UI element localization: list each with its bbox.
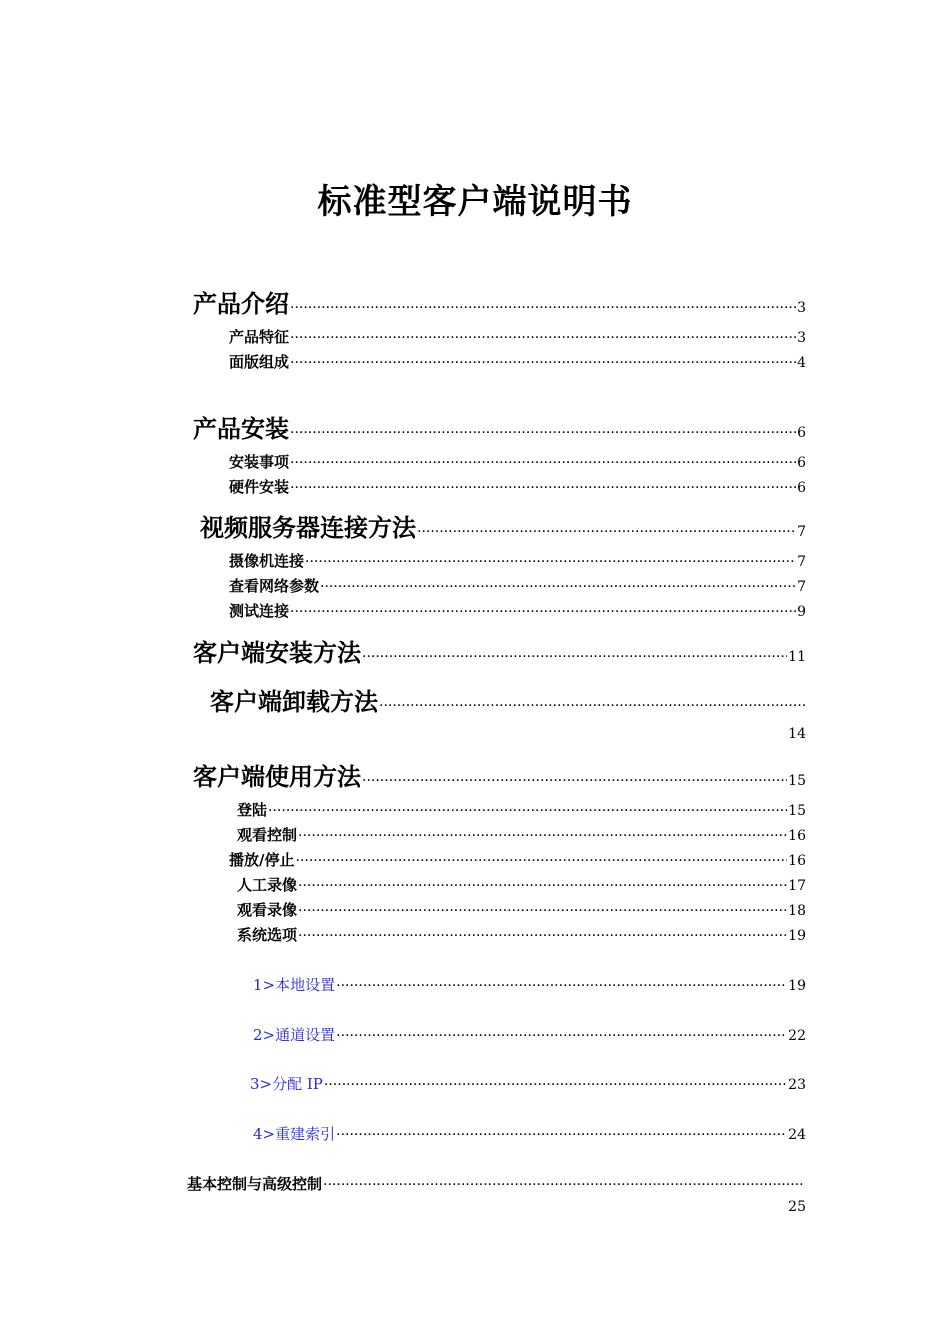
- toc-entry[interactable]: [237, 824, 806, 845]
- toc-entry-page: 4: [797, 355, 806, 371]
- toc-entry[interactable]: [200, 508, 806, 543]
- toc-entry-page: 3: [797, 300, 806, 316]
- toc-entry-page: 16: [788, 853, 806, 869]
- toc-entry[interactable]: [253, 1024, 806, 1045]
- toc-entry-page: 15: [788, 773, 806, 789]
- toc-entry-page: 15: [788, 803, 806, 819]
- dot-leader: [320, 579, 796, 595]
- toc-entry-label: 基本控制与高级控制: [187, 1175, 323, 1193]
- toc-entry-page: 22: [788, 1028, 806, 1044]
- dot-leader: [336, 1028, 787, 1044]
- toc-entry-label: 客户端使用方法: [193, 762, 361, 791]
- toc-entry[interactable]: [229, 849, 806, 870]
- dot-leader: [417, 524, 796, 540]
- toc-entry[interactable]: [193, 633, 806, 668]
- toc-entry-label: 系统选项: [237, 926, 298, 944]
- toc-entry[interactable]: [229, 575, 806, 596]
- dot-leader: [290, 480, 796, 496]
- dot-leader: [290, 300, 796, 316]
- toc-entry-label: 安装事项: [229, 453, 290, 471]
- toc-entry[interactable]: [237, 899, 806, 920]
- toc-entry-label: 产品特征: [229, 328, 290, 346]
- dot-leader: [305, 554, 796, 570]
- toc-entry[interactable]: [229, 600, 806, 621]
- toc-entry[interactable]: [253, 1123, 806, 1144]
- toc-entry[interactable]: [237, 874, 806, 895]
- toc-entry[interactable]: [229, 451, 806, 472]
- toc-entry-page: 6: [797, 480, 806, 496]
- document-title: 标准型客户端说明书: [317, 182, 633, 222]
- toc-entry-page: 7: [797, 554, 806, 570]
- toc-entry[interactable]: [237, 799, 806, 820]
- dot-leader: [379, 698, 805, 714]
- toc-entry[interactable]: [193, 409, 806, 444]
- dot-leader: [336, 1127, 787, 1143]
- toc-entry-label: 视频服务器连接方法: [200, 513, 416, 542]
- toc-entry-label: 4>重建索引: [253, 1125, 336, 1143]
- toc-entry-label: 产品安装: [193, 414, 289, 443]
- dot-leader: [362, 649, 787, 665]
- toc-entry[interactable]: [193, 757, 806, 792]
- toc-entry-page: 16: [788, 828, 806, 844]
- toc-entry-label: 查看网络参数: [229, 577, 320, 595]
- toc-entry[interactable]: [229, 351, 806, 372]
- toc-entry[interactable]: [229, 476, 806, 497]
- dot-leader: [290, 425, 796, 441]
- toc-entry-label: 客户端卸载方法: [210, 687, 378, 716]
- dot-leader: [323, 1177, 805, 1193]
- toc-entry[interactable]: [229, 326, 806, 347]
- toc-entry[interactable]: [187, 1173, 806, 1194]
- toc-entry-label: 产品介绍: [193, 289, 289, 318]
- dot-leader: [298, 903, 787, 919]
- dot-leader: [298, 928, 787, 944]
- toc-entry-label: 测试连接: [229, 602, 290, 620]
- toc-entry-page: 14: [788, 726, 806, 742]
- toc-entry-label: 客户端安装方法: [193, 638, 361, 667]
- toc-entry[interactable]: [229, 550, 806, 571]
- toc-entry-page: 9: [797, 604, 806, 620]
- dot-leader: [268, 803, 787, 819]
- toc-entry-label: 1>本地设置: [253, 976, 336, 994]
- toc-entry[interactable]: [193, 284, 806, 319]
- toc-entry[interactable]: [250, 1073, 806, 1094]
- toc-entry-label: 观看控制: [237, 826, 298, 844]
- dot-leader: [324, 1077, 787, 1093]
- toc-entry-page: 23: [788, 1077, 806, 1093]
- toc-entry-page: 24: [788, 1127, 806, 1143]
- toc-entry-page: 25: [788, 1199, 806, 1215]
- toc-entry[interactable]: [253, 974, 806, 995]
- dot-leader: [290, 604, 796, 620]
- dot-leader: [336, 978, 787, 994]
- toc-entry-label: 登陆: [237, 801, 268, 819]
- dot-leader: [290, 355, 796, 371]
- toc-entry-label: 3>分配 IP: [250, 1075, 323, 1093]
- dot-leader: [298, 878, 787, 894]
- toc-entry-label: 2>通道设置: [253, 1026, 336, 1044]
- dot-leader: [290, 455, 796, 471]
- toc-entry-page: 19: [788, 928, 806, 944]
- toc-entry-page: 17: [788, 878, 806, 894]
- toc-entry-page: 6: [797, 425, 806, 441]
- toc-entry-page: 7: [797, 579, 806, 595]
- toc-entry-label: 人工录像: [237, 876, 298, 894]
- toc-entry-label: 观看录像: [237, 901, 298, 919]
- toc-entry-label: 播放/停止: [229, 851, 295, 869]
- toc-entry-page: 7: [797, 524, 806, 540]
- dot-leader: [298, 828, 787, 844]
- toc-entry[interactable]: [210, 682, 806, 717]
- toc-entry-page: 19: [788, 978, 806, 994]
- toc-entry-page: 11: [788, 649, 806, 665]
- dot-leader: [295, 853, 787, 869]
- dot-leader: [290, 330, 796, 346]
- toc-entry-page: 3: [797, 330, 806, 346]
- dot-leader: [362, 773, 787, 789]
- toc-entry-page: 6: [797, 455, 806, 471]
- toc-entry-label: 面版组成: [229, 353, 290, 371]
- toc-entry-label: 摄像机连接: [229, 552, 305, 570]
- toc-entry[interactable]: [237, 924, 806, 945]
- toc-entry-page: 18: [788, 903, 806, 919]
- toc-entry-label: 硬件安装: [229, 478, 290, 496]
